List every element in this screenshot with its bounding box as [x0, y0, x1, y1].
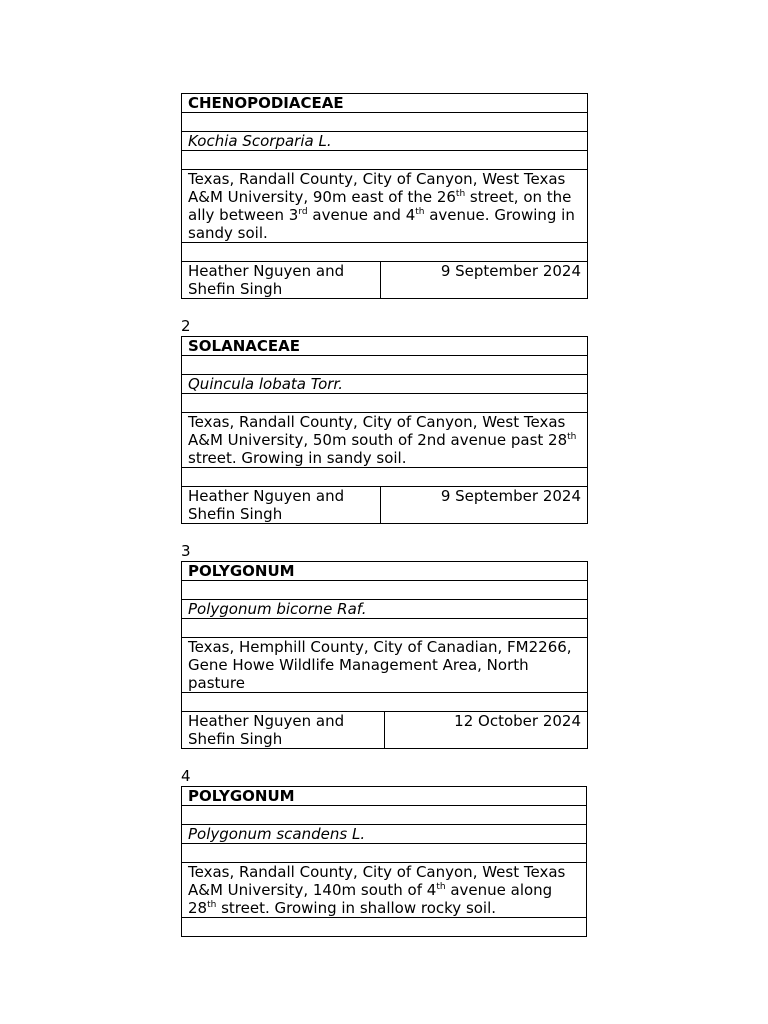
blank-row — [182, 468, 588, 487]
label-table — [181, 561, 588, 749]
herbarium-label-page — [181, 93, 587, 937]
specimen-number: 4 — [181, 767, 191, 785]
collection-date: 9 September 2024 — [381, 262, 588, 299]
label-table — [181, 786, 587, 937]
locality-description: Texas, Randall County, City of Canyon, West Texas A&M University, 50m south of 2nd avenue past 28th street. Growing in sandy soil. — [182, 413, 588, 468]
blank-row — [182, 356, 588, 375]
ordinal-suffix: th — [415, 207, 425, 217]
blank-row — [182, 693, 588, 712]
ordinal-suffix: th — [567, 432, 577, 442]
locality-description: Texas, Hemphill County, City of Canadian, FM2266, Gene Howe Wildlife Management Area, North pasture — [182, 638, 588, 693]
blank-row — [182, 394, 588, 413]
blank-row — [182, 918, 587, 937]
label-table — [181, 336, 588, 524]
blank-row — [182, 806, 587, 825]
blank-row — [182, 243, 588, 262]
species-name: Polygonum scandens L. — [182, 825, 587, 844]
specimen-label-2 — [181, 317, 587, 524]
locality-description: Texas, Randall County, City of Canyon, West Texas A&M University, 90m east of the 26th street, on the ally between 3rd avenue and 4th avenue. Growing in sandy soil. — [182, 170, 588, 243]
specimen-number: 2 — [181, 317, 191, 335]
blank-row — [182, 151, 588, 170]
family-name: CHENOPODIACEAE — [182, 94, 588, 113]
blank-row — [182, 581, 588, 600]
blank-row — [182, 844, 587, 863]
label-table — [181, 93, 588, 299]
collector-names: Heather Nguyen and Shefin Singh — [182, 487, 381, 524]
species-name: Quincula lobata Torr. — [182, 375, 588, 394]
collection-date: 12 October 2024 — [385, 712, 588, 749]
collection-date: 9 September 2024 — [381, 487, 588, 524]
ordinal-suffix: th — [436, 882, 446, 892]
species-name: Polygonum bicorne Raf. — [182, 600, 588, 619]
specimen-label-3 — [181, 542, 587, 749]
specimen-label-4 — [181, 767, 587, 937]
locality-description: Texas, Randall County, City of Canyon, West Texas A&M University, 140m south of 4th avenue along 28th street. Growing in shallow rocky soil. — [182, 863, 587, 918]
species-name: Kochia Scorparia L. — [182, 132, 588, 151]
blank-row — [182, 619, 588, 638]
family-name: SOLANACEAE — [182, 337, 588, 356]
blank-row — [182, 113, 588, 132]
ordinal-suffix: th — [455, 189, 466, 199]
ordinal-suffix: rd — [298, 207, 308, 217]
family-name: POLYGONUM — [182, 787, 587, 806]
family-name: POLYGONUM — [182, 562, 588, 581]
ordinal-suffix: th — [207, 900, 217, 910]
collector-names: Heather Nguyen and Shefin Singh — [182, 262, 381, 299]
specimen-number: 3 — [181, 542, 191, 560]
specimen-label-1 — [181, 93, 587, 299]
collector-names: Heather Nguyen and Shefin Singh — [182, 712, 385, 749]
